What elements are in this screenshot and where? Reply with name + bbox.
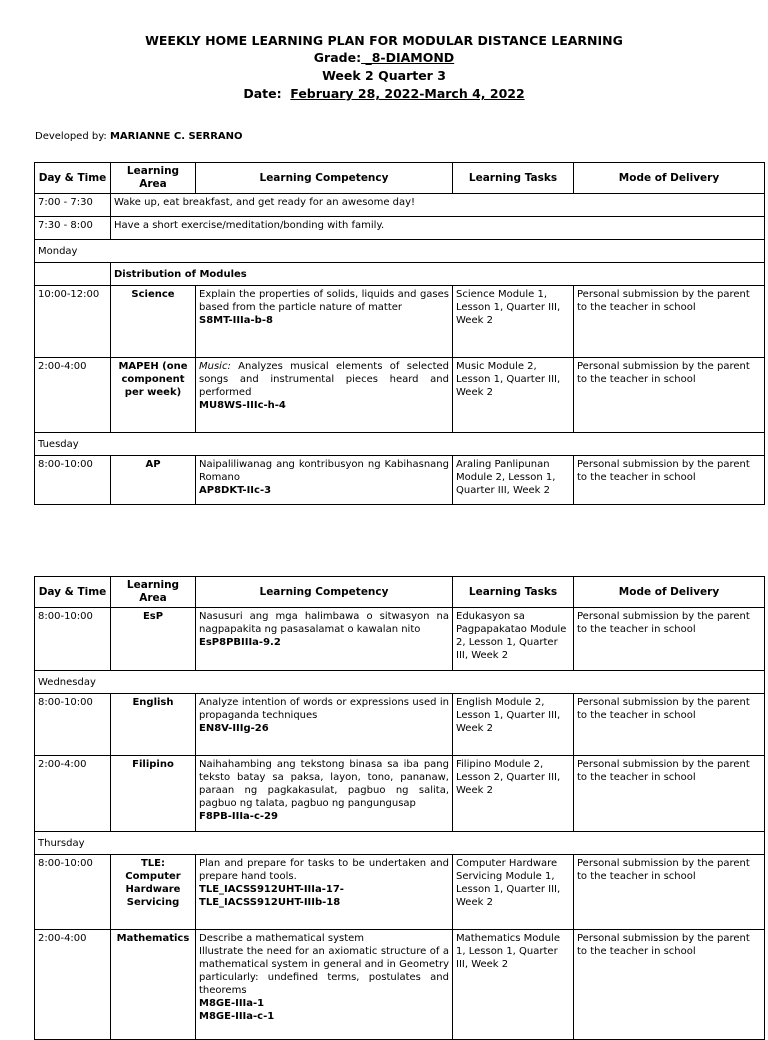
learning-area-cell: EsP [111,608,196,671]
date-label: Date: [243,86,282,101]
delivery-cell: Personal submission by the parent to the teacher in school [574,456,765,505]
day-row-tuesday [35,433,765,456]
tasks-cell: Science Module 1, Lesson 1, Quarter III, Week 2 [453,286,574,358]
plan-table-1 [34,162,765,505]
day-label: Tuesday [35,433,765,456]
distribution-label: Distribution of Modules [111,263,765,286]
competency-cell [196,930,453,1040]
competency-code: F8PB-IIIa-c-29 [199,811,278,822]
table-row-tle [35,855,765,930]
competency-cell [196,358,453,433]
document-title: WEEKLY HOME LEARNING PLAN FOR MODULAR DISTANCE LEARNING [145,33,623,48]
competency-cell [196,456,453,505]
competency-code: M8GE-IIIa-1 [199,998,265,1009]
table-row-esp [35,608,765,671]
time-cell: 8:00-10:00 [35,855,111,930]
day-label: Monday [35,240,765,263]
time-cell: 7:00 - 7:30 [35,194,111,217]
learning-area-cell: Science [111,286,196,358]
table-row [35,194,765,217]
developer-name: MARIANNE C. SERRANO [109,131,243,142]
time-cell: 7:30 - 8:00 [35,217,111,240]
table-row [35,263,765,286]
competency-cell [196,286,453,358]
col-day-time: Day & Time [35,163,111,194]
plan-table-2 [34,576,765,1040]
competency-text: Naihahambing ang tekstong binasa sa iba pang teksto batay sa paksa, layon, tono, pananaw, paraan ng pagkakasulat, pagbuo ng salita, pagbuo ng talata, pagbuo ng pangungusap [199,759,449,809]
tasks-cell: Araling Panlipunan Module 2, Lesson 1, Quarter III, Week 2 [453,456,574,505]
col-learning-competency: Learning Competency [196,577,453,608]
time-cell: 2:00-4:00 [35,756,111,832]
delivery-cell: Personal submission by the parent to the teacher in school [574,608,765,671]
time-cell: 2:00-4:00 [35,358,111,433]
delivery-cell: Personal submission by the parent to the teacher in school [574,930,765,1040]
tasks-cell: Music Module 2, Lesson 1, Quarter III, Week 2 [453,358,574,433]
tasks-cell: Computer Hardware Servicing Module 1, Lesson 1, Quarter III, Week 2 [453,855,574,930]
table-row-ap [35,456,765,505]
col-learning-tasks: Learning Tasks [453,577,574,608]
activity-cell: Have a short exercise/meditation/bonding with family. [111,217,765,240]
competency-text: Naipaliliwanag ang kontribusyon ng Kabihasnang Romano [199,459,449,483]
delivery-cell: Personal submission by the parent to the teacher in school [574,286,765,358]
time-cell: 2:00-4:00 [35,930,111,1040]
time-cell [35,263,111,286]
competency-code: MU8WS-IIIc-h-4 [199,400,286,411]
competency-code: TLE_IACSS912UHT-IIIb-18 [199,897,341,908]
col-learning-tasks: Learning Tasks [453,163,574,194]
grade-value: _8-DIAMOND [361,50,455,65]
competency-text: Analyzes musical elements of selected songs and instrumental pieces heard and performed [199,361,449,398]
col-learning-area: Learning Area [111,163,196,194]
competency-italic: Music: [199,361,231,372]
time-cell: 8:00-10:00 [35,608,111,671]
competency-text: Describe a mathematical system [199,933,365,944]
learning-area-cell: MAPEH (one component per week) [111,358,196,433]
learning-area-cell: English [111,694,196,756]
week-line: Week 2 Quarter 3 [322,68,446,83]
col-mode-of-delivery: Mode of Delivery [574,577,765,608]
competency-code: AP8DKT-IIc-3 [199,485,272,496]
competency-text: Analyze intention of words or expressions used in propaganda techniques [199,697,449,721]
day-label: Thursday [35,832,765,855]
time-cell: 10:00-12:00 [35,286,111,358]
delivery-cell: Personal submission by the parent to the teacher in school [574,855,765,930]
col-learning-area: Learning Area [111,577,196,608]
competency-code: M8GE-IIIa-c-1 [199,1011,275,1022]
time-cell: 8:00-10:00 [35,694,111,756]
col-learning-competency: Learning Competency [196,163,453,194]
table-header-row [35,163,765,194]
tasks-cell: Mathematics Module 1, Lesson 1, Quarter III, Week 2 [453,930,574,1040]
activity-cell: Wake up, eat breakfast, and get ready for an awesome day! [111,194,765,217]
competency-cell [196,756,453,832]
day-row-monday [35,240,765,263]
learning-area-cell: Filipino [111,756,196,832]
learning-area-cell: AP [111,456,196,505]
developer-label: Developed by: [35,131,107,142]
table-row-english [35,694,765,756]
delivery-cell: Personal submission by the parent to the teacher in school [574,694,765,756]
competency-code: EN8V-IIIg-26 [199,723,269,734]
competency-code: TLE_IACSS912UHT-IIIa-17- [199,884,344,895]
day-row-wednesday [35,671,765,694]
date-value: February 28, 2022-March 4, 2022 [290,86,525,101]
col-day-time: Day & Time [35,577,111,608]
learning-area-cell: Mathematics [111,930,196,1040]
table-header-row [35,577,765,608]
delivery-cell: Personal submission by the parent to the teacher in school [574,756,765,832]
competency-cell [196,608,453,671]
learning-area-cell: TLE: Computer Hardware Servicing [111,855,196,930]
day-label: Wednesday [35,671,765,694]
competency-text: Plan and prepare for tasks to be undertaken and prepare hand tools. [199,858,449,882]
date-line [0,86,768,102]
tasks-cell: Edukasyon sa Pagpapakatao Module 2, Lesson 1, Quarter III, Week 2 [453,608,574,671]
competency-code: EsP8PBIIIa-9.2 [199,637,281,648]
competency-text: Nasusuri ang mga halimbawa o sitwasyon na nagpapakita ng pasasalamat o kawalan nito [199,611,449,635]
col-mode-of-delivery: Mode of Delivery [574,163,765,194]
competency-text: Explain the properties of solids, liquids and gases based from the particle nature of matter [199,289,449,313]
tasks-cell: English Module 2, Lesson 1, Quarter III, Week 2 [453,694,574,756]
table-row-science [35,286,765,358]
delivery-cell: Personal submission by the parent to the teacher in school [574,358,765,433]
tasks-cell: Filipino Module 2, Lesson 2, Quarter III, Week 2 [453,756,574,832]
table-row-filipino [35,756,765,832]
time-cell: 8:00-10:00 [35,456,111,505]
day-row-thursday [35,832,765,855]
table-row [35,217,765,240]
competency-cell [196,855,453,930]
competency-code: S8MT-IIIa-b-8 [199,315,273,326]
competency-cell [196,694,453,756]
grade-line [0,50,768,66]
developer-line [35,131,243,142]
table-row-mathematics [35,930,765,1040]
grade-label: Grade: [313,50,362,65]
table-row-mapeh [35,358,765,433]
competency-text: Illustrate the need for an axiomatic structure of a mathematical system in general and in Geometry particularly: undefined terms, postulates and theorems [199,946,449,996]
